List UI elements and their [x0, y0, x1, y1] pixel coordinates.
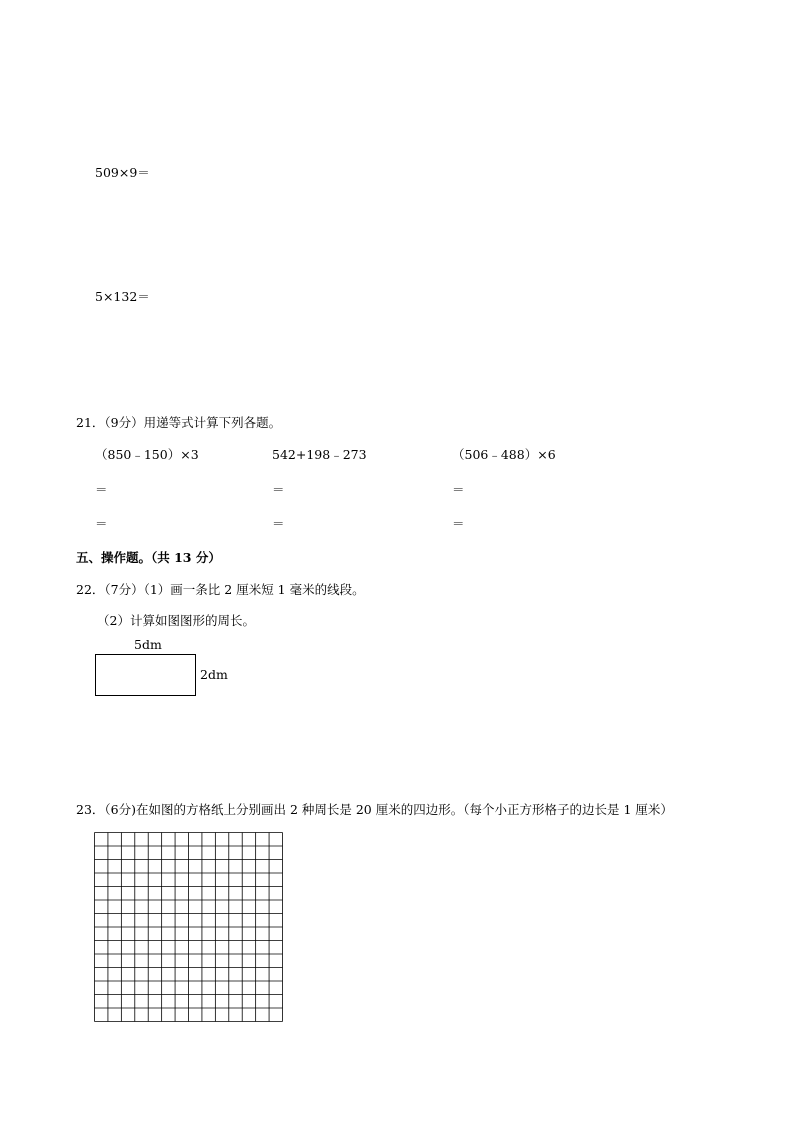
q21-equals-row2-col1: ＝: [95, 516, 108, 531]
q21-equals-row2-col3: ＝: [452, 516, 465, 531]
rectangle-width-label: 5dm: [134, 637, 162, 652]
calc-line-2: 5×132＝: [95, 289, 150, 304]
q21-equals-row2-col2: ＝: [272, 516, 285, 531]
rectangle-figure: [95, 654, 196, 696]
q21-equals-row1-col1: ＝: [95, 482, 108, 497]
q21-expression-1: （850﹣150）×3: [95, 447, 199, 462]
q21-expression-2: 542+198﹣273: [272, 447, 367, 462]
question-21-title: 21．（9分）用递等式计算下列各题。: [76, 415, 282, 430]
q21-equals-row1-col2: ＝: [272, 482, 285, 497]
q21-equals-row1-col3: ＝: [452, 482, 465, 497]
question-23-title: 23．（6分)在如图的方格纸上分别画出 2 种周长是 20 厘米的四边形。（每个小正方形格子的边长是 1 厘米）: [76, 802, 673, 817]
section-5-title: 五、操作题。（共 13 分）: [76, 550, 221, 565]
calc-line-1: 509×9＝: [95, 165, 150, 180]
rectangle-height-label: 2dm: [200, 667, 228, 682]
question-22-part-1: 22．（7分）（1）画一条比 2 厘米短 1 毫米的线段。: [76, 582, 365, 597]
grid-paper: [94, 832, 284, 1023]
q21-expression-3: （506﹣488）×6: [452, 447, 556, 462]
question-22-part-2: （2）计算如图图形的周长。: [97, 613, 255, 628]
